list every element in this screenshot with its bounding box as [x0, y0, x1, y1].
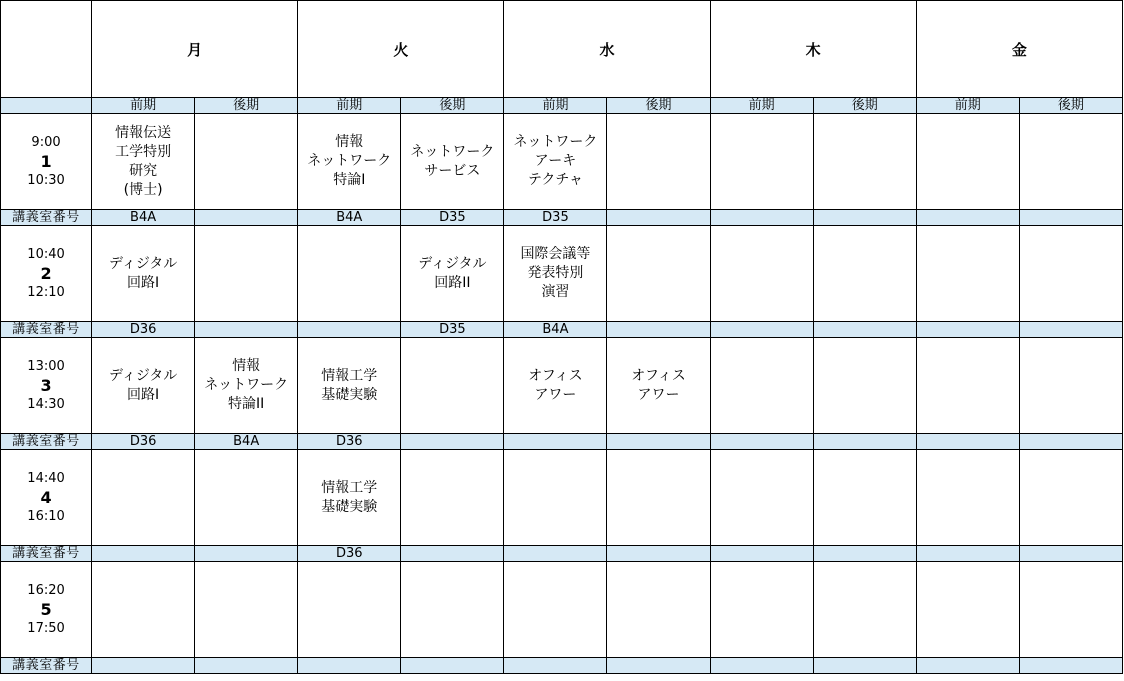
class-cell — [1019, 114, 1122, 210]
room-number — [607, 210, 710, 226]
room-number — [813, 658, 916, 674]
day-header-tue: 火 — [298, 1, 504, 98]
room-label: 講義室番号 — [1, 322, 92, 338]
period-number: 2 — [40, 263, 52, 283]
room-number — [1019, 322, 1122, 338]
class-cell — [813, 450, 916, 546]
class-cell — [607, 450, 710, 546]
class-cell — [298, 226, 401, 322]
term-header: 前期 — [298, 98, 401, 114]
room-number — [298, 322, 401, 338]
course-name: 国際会議等 発表特別 演習 — [520, 246, 591, 300]
class-cell — [401, 114, 504, 210]
period-end-time: 12:10 — [27, 284, 65, 300]
room-label: 講義室番号 — [1, 210, 92, 226]
class-cell — [607, 114, 710, 210]
room-number — [916, 210, 1019, 226]
class-cell — [195, 562, 298, 658]
class-cell — [916, 114, 1019, 210]
room-number — [1019, 434, 1122, 450]
day-header-thu: 木 — [710, 1, 916, 98]
period-number: 1 — [40, 151, 52, 171]
room-label: 講義室番号 — [1, 546, 92, 562]
room-row — [1, 434, 1123, 450]
room-number: D36 — [298, 546, 401, 562]
period-row — [1, 450, 1123, 546]
course-name: 情報 ネットワーク 特論II — [204, 358, 289, 412]
class-cell — [92, 226, 195, 322]
room-number — [195, 322, 298, 338]
course-name: 情報工学 基礎実験 — [321, 479, 378, 515]
room-number — [92, 658, 195, 674]
room-number: D35 — [401, 210, 504, 226]
class-cell — [92, 562, 195, 658]
room-number — [916, 658, 1019, 674]
course-name: オフィス アワー — [631, 367, 686, 403]
class-cell — [607, 226, 710, 322]
day-header-mon: 月 — [92, 1, 298, 98]
room-number — [710, 546, 813, 562]
term-header: 前期 — [92, 98, 195, 114]
class-cell — [401, 562, 504, 658]
course-name: ネットワーク サービス — [410, 143, 495, 179]
class-cell — [504, 338, 607, 434]
course-name: ネットワーク アーキ テクチャ — [513, 134, 598, 188]
period-cell — [1, 562, 92, 658]
course-name: ディジタル 回路I — [108, 367, 178, 403]
class-cell — [195, 338, 298, 434]
room-label: 講義室番号 — [1, 658, 92, 674]
term-corner-cell — [1, 98, 92, 114]
room-number: B4A — [195, 434, 298, 450]
period-number: 5 — [40, 599, 52, 619]
day-header-fri: 金 — [916, 1, 1122, 98]
class-cell — [710, 114, 813, 210]
period-end-time: 10:30 — [27, 172, 65, 188]
room-number: B4A — [298, 210, 401, 226]
term-header: 後期 — [195, 98, 298, 114]
class-cell — [1019, 338, 1122, 434]
class-cell — [504, 450, 607, 546]
class-cell — [710, 450, 813, 546]
room-row — [1, 658, 1123, 674]
term-header-row — [1, 98, 1123, 114]
room-number: D36 — [298, 434, 401, 450]
room-number — [504, 546, 607, 562]
period-start-time: 10:40 — [27, 246, 65, 262]
class-cell — [1019, 562, 1122, 658]
class-cell — [813, 114, 916, 210]
class-cell — [298, 114, 401, 210]
course-name: ディジタル 回路I — [108, 255, 178, 291]
period-cell — [1, 114, 92, 210]
period-cell — [1, 338, 92, 434]
class-cell — [1019, 450, 1122, 546]
room-number — [710, 210, 813, 226]
period-cell — [1, 226, 92, 322]
room-number — [92, 546, 195, 562]
period-row — [1, 562, 1123, 658]
class-cell — [916, 338, 1019, 434]
room-number: D36 — [92, 322, 195, 338]
room-row — [1, 210, 1123, 226]
class-cell — [401, 450, 504, 546]
class-cell — [195, 226, 298, 322]
term-header: 後期 — [813, 98, 916, 114]
day-header-wed: 水 — [504, 1, 710, 98]
room-number — [401, 658, 504, 674]
room-number: B4A — [92, 210, 195, 226]
class-cell — [504, 562, 607, 658]
class-cell — [504, 226, 607, 322]
class-cell — [298, 562, 401, 658]
corner-cell — [1, 1, 92, 98]
class-cell — [916, 226, 1019, 322]
period-start-time: 14:40 — [27, 470, 65, 486]
class-cell — [710, 562, 813, 658]
room-number — [401, 434, 504, 450]
room-number — [710, 434, 813, 450]
course-name: 情報 ネットワーク 特論I — [307, 134, 392, 188]
room-number — [710, 658, 813, 674]
room-number — [813, 322, 916, 338]
term-header: 後期 — [401, 98, 504, 114]
room-row — [1, 322, 1123, 338]
room-number — [813, 546, 916, 562]
day-header-row — [1, 1, 1123, 98]
class-cell — [710, 338, 813, 434]
room-number — [504, 434, 607, 450]
room-number — [607, 322, 710, 338]
class-cell — [607, 562, 710, 658]
course-name: 情報工学 基礎実験 — [321, 367, 378, 403]
period-row — [1, 226, 1123, 322]
room-number — [813, 210, 916, 226]
period-end-time: 16:10 — [27, 508, 65, 524]
course-name: ディジタル 回路II — [418, 255, 487, 291]
period-row — [1, 114, 1123, 210]
room-number — [607, 546, 710, 562]
period-start-time: 16:20 — [27, 582, 65, 598]
class-cell — [195, 114, 298, 210]
term-header: 後期 — [607, 98, 710, 114]
class-cell — [916, 562, 1019, 658]
class-cell — [92, 338, 195, 434]
class-cell — [92, 450, 195, 546]
room-number: D35 — [504, 210, 607, 226]
room-number: D36 — [92, 434, 195, 450]
room-number — [195, 658, 298, 674]
class-cell — [1019, 226, 1122, 322]
room-number — [195, 546, 298, 562]
period-start-time: 13:00 — [27, 358, 65, 374]
room-number — [607, 658, 710, 674]
class-cell — [813, 338, 916, 434]
period-start-time: 9:00 — [31, 134, 61, 150]
class-cell — [195, 450, 298, 546]
class-cell — [401, 226, 504, 322]
room-label: 講義室番号 — [1, 434, 92, 450]
term-header: 前期 — [504, 98, 607, 114]
room-number: B4A — [504, 322, 607, 338]
class-cell — [916, 450, 1019, 546]
room-number — [607, 434, 710, 450]
period-number: 3 — [40, 375, 52, 395]
period-end-time: 17:50 — [27, 620, 65, 636]
class-cell — [607, 338, 710, 434]
period-row — [1, 338, 1123, 434]
class-cell — [504, 114, 607, 210]
room-number — [916, 434, 1019, 450]
period-cell — [1, 450, 92, 546]
term-header: 前期 — [916, 98, 1019, 114]
timetable-body — [1, 1, 1123, 674]
class-cell — [710, 226, 813, 322]
term-header: 前期 — [710, 98, 813, 114]
room-number — [1019, 210, 1122, 226]
room-number — [401, 546, 504, 562]
room-number — [1019, 658, 1122, 674]
room-number — [916, 546, 1019, 562]
course-name: 情報伝送 工学特別 研究 (博士) — [115, 124, 172, 198]
class-cell — [813, 226, 916, 322]
class-cell — [92, 114, 195, 210]
period-end-time: 14:30 — [27, 396, 65, 412]
room-number — [813, 434, 916, 450]
course-name: オフィス アワー — [528, 367, 583, 403]
class-cell — [298, 338, 401, 434]
term-header: 後期 — [1019, 98, 1122, 114]
room-number — [195, 210, 298, 226]
class-cell — [298, 450, 401, 546]
room-number — [916, 322, 1019, 338]
class-cell — [813, 562, 916, 658]
room-number — [710, 322, 813, 338]
room-number — [504, 658, 607, 674]
room-row — [1, 546, 1123, 562]
room-number — [1019, 546, 1122, 562]
room-number: D35 — [401, 322, 504, 338]
period-number: 4 — [40, 487, 52, 507]
class-cell — [401, 338, 504, 434]
room-number — [298, 658, 401, 674]
